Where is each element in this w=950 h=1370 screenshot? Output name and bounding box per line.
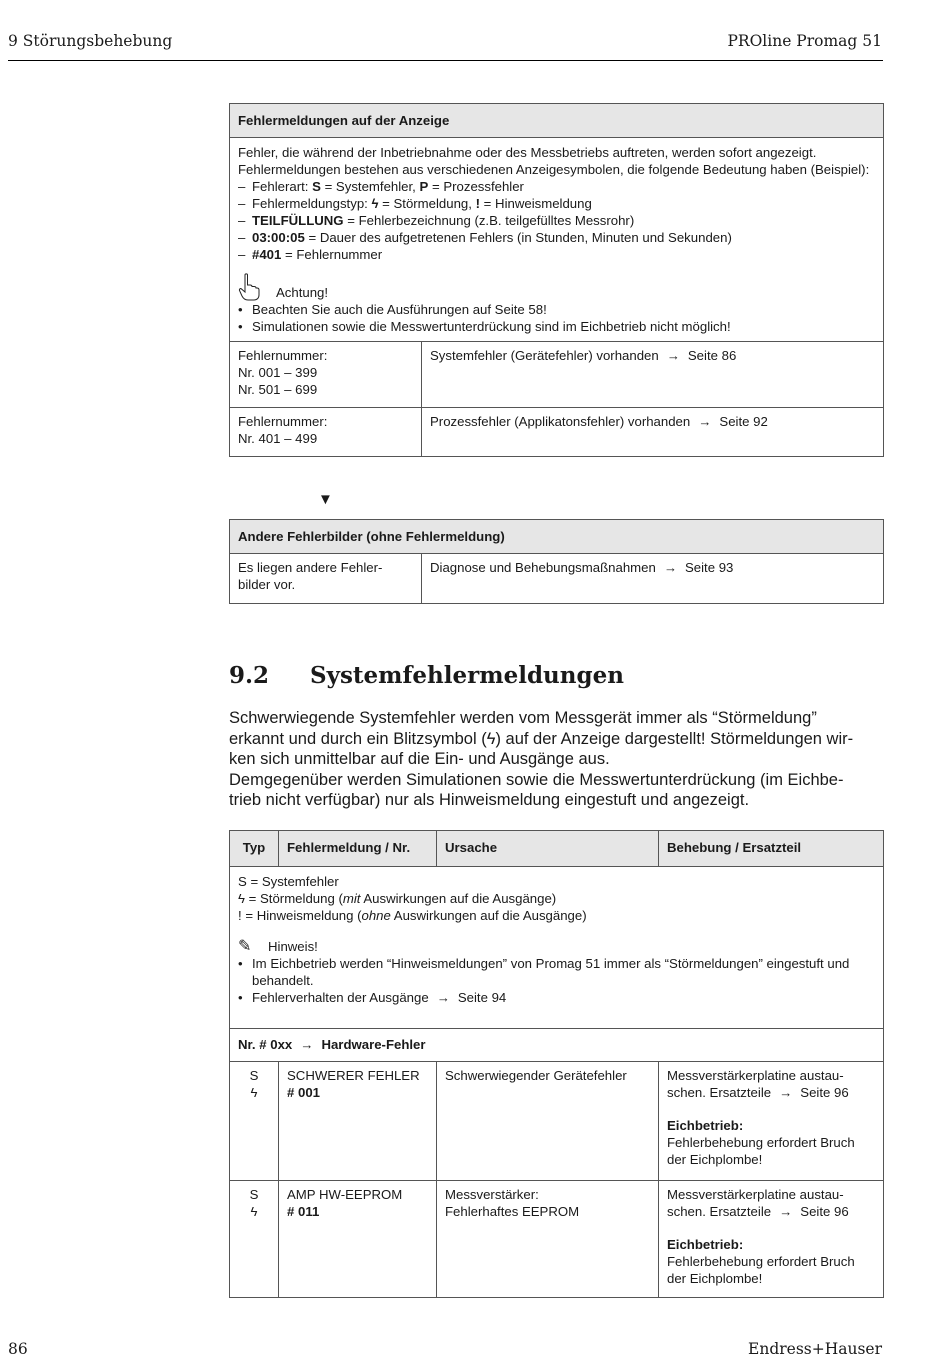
column-header: Ursache <box>436 831 658 866</box>
list-item: • Im Eichbetrieb werden “Hinweismeldungen” von Promag 51 immer als “Störmeldungen” eingestuft und behandelt. <box>238 956 850 988</box>
brand-logo-text: Endress+Hauser <box>748 1340 882 1358</box>
remedy-cell: Messverstärkerplatine austau- schen. Ersatzteile → Seite 96 Eichbetrieb: Fehlerbehebung erfordert Bruch der Eichplombe! <box>658 1181 883 1297</box>
pointing-hand-icon <box>238 273 276 301</box>
arrow-right-icon: → <box>698 414 712 429</box>
table-header-row <box>230 831 883 866</box>
column-header: Typ <box>230 831 278 866</box>
header-rule <box>8 60 883 61</box>
list-item: – Fehlerart: S = Systemfehler, P = Prozessfehler <box>238 179 524 194</box>
list-item: • Beachten Sie auch die Ausführungen auf Seite 58! <box>238 302 547 317</box>
running-header-product: PROline Promag 51 <box>727 32 882 50</box>
list-item: – Fehlermeldungstyp: ϟ = Störmeldung, ! = Hinweismeldung <box>238 196 592 211</box>
page-reference[interactable]: Seite 94 <box>457 990 507 1005</box>
error-display-body <box>230 138 883 341</box>
table-row: Es liegen andere Fehler- bilder vor. Diagnose und Behebungsmaßnahmen → Seite 93 <box>230 554 883 603</box>
page-number: 86 <box>8 1340 28 1358</box>
note-label: Hinweis! <box>268 939 318 954</box>
error-display-intro: Fehler, die während der Inbetriebnahme oder des Messbetriebs auftreten, werden sofort angezeigt. Fehlermeldungen bestehen aus verschiedenen Anzeigesymbolen, die folgende Bedeutung haben (Beispiel): <box>238 145 870 177</box>
page-reference[interactable]: Seite 96 <box>800 1204 849 1219</box>
cause-cell: Schwerwiegender Gerätefehler <box>436 1062 658 1180</box>
list-item: • Fehlerverhalten der Ausgänge → Seite 94 <box>238 990 507 1005</box>
column-header: Behebung / Ersatzteil <box>658 831 883 866</box>
legend-cell: S = Systemfehler ϟ = Störmeldung (mit Auswirkungen auf die Ausgänge) ! = Hinweismeldung (ohne Auswirkungen auf die Ausgänge) ✎ Hinweis! • Im Eichbetrieb werden “Hinweismeldungen” von Promag 51 immer als “Störmeldungen” eingestuft und behandelt. • Fehlerverhalten der Ausgänge → Seite 94 <box>230 866 883 1028</box>
pencil-icon: ✎ <box>238 938 252 955</box>
type-cell: S ϟ <box>249 1187 259 1219</box>
system-error-table <box>229 830 884 1298</box>
list-item: – #401 = Fehlernummer <box>238 247 383 262</box>
cause-cell: Messverstärker: Fehlerhaftes EEPROM <box>436 1181 658 1297</box>
arrow-right-icon: → <box>779 1085 793 1100</box>
list-item: • Simulationen sowie die Messwertunterdrückung sind im Eichbetrieb nicht möglich! <box>238 319 731 334</box>
section-number: 9.2 <box>229 662 270 689</box>
message-cell: SCHWERER FEHLER # 001 <box>278 1062 436 1180</box>
attention-heading <box>238 273 875 301</box>
error-display-box <box>229 103 884 457</box>
list-item: – 03:00:05 = Dauer des aufgetretenen Fehlers (in Stunden, Minuten und Sekunden) <box>238 230 732 245</box>
arrow-right-icon: → <box>666 348 680 363</box>
table-row: Fehlernummer: Nr. 001 – 399 Nr. 501 – 699 Systemfehler (Gerätefehler) vorhanden → Seite 86 <box>230 341 883 407</box>
page-reference[interactable]: Seite 93 <box>685 560 734 575</box>
group-header: Nr. # 0xx → Hardware-Fehler <box>230 1028 883 1061</box>
attention-label: Achtung! <box>276 285 329 300</box>
page-reference[interactable]: Seite 86 <box>687 348 737 363</box>
table-row: Fehlernummer: Nr. 401 – 499 Prozessfehler (Applikatonsfehler) vorhanden → Seite 92 <box>230 407 883 456</box>
page-reference[interactable]: Seite 92 <box>719 414 768 429</box>
remedy-cell: Messverstärkerplatine austau- schen. Ersatzteile → Seite 96 Eichbetrieb: Fehlerbehebung erfordert Bruch der Eichplombe! <box>658 1062 883 1180</box>
arrow-right-icon: → <box>436 990 450 1005</box>
page-reference[interactable]: Seite 96 <box>800 1085 849 1100</box>
type-cell: S ϟ <box>249 1068 259 1100</box>
table-row <box>230 1180 883 1297</box>
arrow-right-icon: → <box>300 1037 314 1052</box>
running-header-chapter: 9 Störungsbehebung <box>8 32 173 50</box>
section-intro: Schwerwiegende Systemfehler werden vom Messgerät immer als “Störmeldung” erkannt und durch ein Blitzsymbol (ϟ) auf der Anzeige dargestellt! Störmeldungen wir- ken sich unmittelbar auf die Ein- und Ausgänge aus. Demgegenüber werden Simulationen sowie die Messwertunterdrückung (im Eichbe- trieb nicht verfügbar) nur als Hinweismeldung eingestuft und angezeigt. <box>229 709 854 809</box>
section-title: Systemfehlermeldungen <box>310 662 624 689</box>
other-errors-title: Andere Fehlerbilder (ohne Fehlermeldung) <box>230 520 883 554</box>
arrow-right-icon: → <box>779 1204 793 1219</box>
table-row <box>230 1061 883 1180</box>
list-item: – TEILFÜLLUNG = Fehlerbezeichnung (z.B. teilgefülltes Messrohr) <box>238 213 635 228</box>
arrow-down-icon: ▼ <box>318 491 333 508</box>
other-errors-box <box>229 519 884 604</box>
error-display-title: Fehlermeldungen auf der Anzeige <box>230 104 883 138</box>
message-cell: AMP HW-EEPROM # 011 <box>278 1181 436 1297</box>
column-header: Fehlermeldung / Nr. <box>278 831 436 866</box>
arrow-right-icon: → <box>663 560 677 575</box>
note-heading <box>238 938 875 955</box>
